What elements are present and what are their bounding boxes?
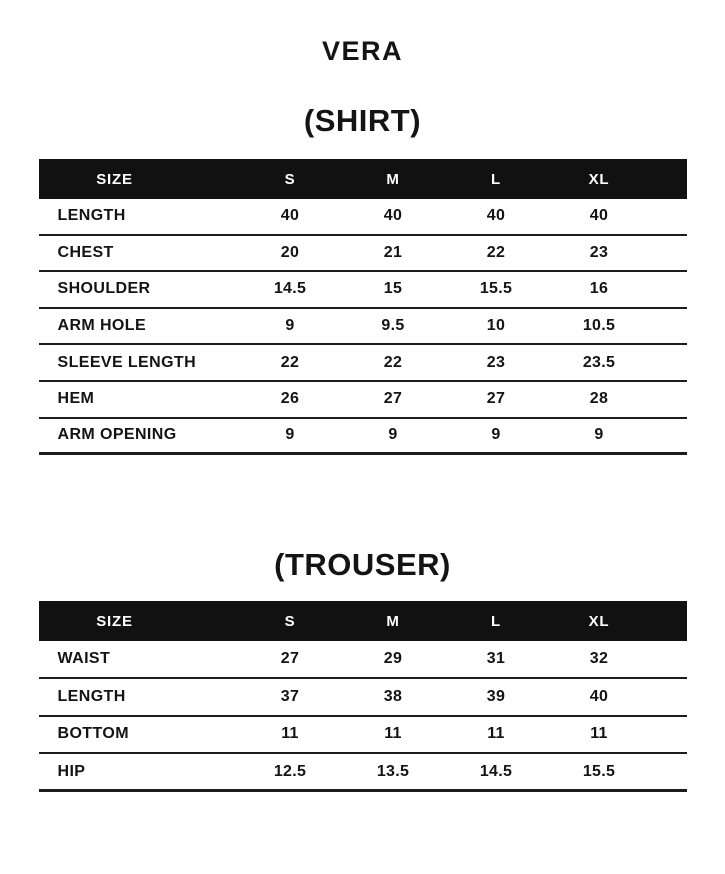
cell-value: 20 [280, 243, 300, 261]
shirt-header-s: S [284, 170, 296, 188]
cell-value: 40 [280, 207, 300, 225]
shirt-header-m: M [386, 170, 400, 188]
trouser-header-s: S [284, 612, 296, 630]
cell-value: 27 [486, 390, 506, 408]
row-label: SLEEVE LENGTH [57, 353, 197, 371]
cell-value: 9 [285, 426, 295, 444]
cell-value: 9 [491, 426, 501, 444]
table-row-shoulder [39, 272, 687, 309]
shirt-header-size: SIZE [96, 170, 133, 188]
table-row-hem [39, 382, 687, 419]
table-row-waist [39, 641, 687, 679]
cell-value: 40 [589, 687, 609, 705]
cell-value: 22 [280, 353, 300, 371]
cell-value: 12.5 [273, 762, 307, 780]
cell-value: 13.5 [376, 762, 410, 780]
cell-value: 32 [589, 650, 609, 667]
cell-value: 9 [388, 426, 398, 444]
cell-value: 10 [486, 317, 506, 335]
cell-value: 11 [590, 725, 608, 743]
cell-value: 27 [383, 390, 403, 408]
cell-value: 39 [486, 687, 506, 705]
trouser-size-table [39, 601, 687, 792]
cell-value: 31 [486, 650, 506, 667]
brand-title: VERA [321, 36, 403, 66]
table-row-arm-hole [39, 309, 687, 346]
cell-value: 11 [487, 725, 505, 743]
cell-value: 26 [280, 390, 300, 408]
shirt-section-heading: (SHIRT) [303, 103, 422, 138]
cell-value: 15.5 [479, 280, 513, 298]
cell-value: 15 [383, 280, 403, 298]
row-label: LENGTH [57, 687, 126, 705]
cell-value: 16 [589, 280, 609, 298]
cell-value: 37 [280, 687, 300, 705]
cell-value: 22 [486, 243, 506, 261]
trouser-header-m: M [386, 612, 400, 630]
cell-value: 38 [383, 687, 403, 705]
cell-value: 28 [589, 390, 609, 408]
cell-value: 11 [384, 725, 402, 743]
table-row-arm-opening [39, 419, 687, 456]
cell-value: 23.5 [582, 353, 616, 371]
row-label: HIP [57, 762, 86, 780]
shirt-size-table [39, 159, 687, 455]
trouser-header-size: SIZE [96, 612, 133, 630]
cell-value: 29 [383, 650, 403, 667]
cell-value: 22 [383, 353, 403, 371]
trouser-header-l: L [491, 612, 501, 630]
cell-value: 9 [285, 317, 295, 335]
cell-value: 27 [280, 650, 300, 667]
cell-value: 40 [486, 207, 506, 225]
table-row-hip [39, 754, 687, 792]
row-label: LENGTH [57, 207, 126, 225]
table-row-sleeve-length [39, 345, 687, 382]
cell-value: 15.5 [582, 762, 616, 780]
row-label: ARM HOLE [57, 317, 147, 335]
cell-value: 21 [383, 243, 403, 261]
cell-value: 40 [589, 207, 609, 225]
row-label: ARM OPENING [57, 426, 177, 444]
table-row-bottom [39, 717, 687, 755]
cell-value: 9 [594, 426, 604, 444]
cell-value: 14.5 [479, 762, 513, 780]
shirt-header-xl: XL [588, 170, 610, 188]
shirt-table-header-row [39, 159, 687, 199]
trouser-header-xl: XL [588, 612, 610, 630]
row-label: WAIST [57, 650, 111, 667]
row-label: HEM [57, 390, 95, 408]
row-label: BOTTOM [57, 725, 129, 743]
row-label: CHEST [57, 243, 114, 261]
shirt-header-l: L [491, 170, 501, 188]
row-label: SHOULDER [57, 280, 151, 298]
cell-value: 23 [589, 243, 609, 261]
cell-value: 10.5 [582, 317, 616, 335]
trouser-table-header-row [39, 601, 687, 641]
cell-value: 11 [281, 725, 299, 743]
table-row-length [39, 679, 687, 717]
cell-value: 40 [383, 207, 403, 225]
table-row-chest [39, 236, 687, 273]
cell-value: 9.5 [381, 317, 405, 335]
trouser-section-heading: (TROUSER) [274, 547, 451, 583]
cell-value: 14.5 [273, 280, 307, 298]
table-row-length [39, 199, 687, 236]
cell-value: 23 [486, 353, 506, 371]
